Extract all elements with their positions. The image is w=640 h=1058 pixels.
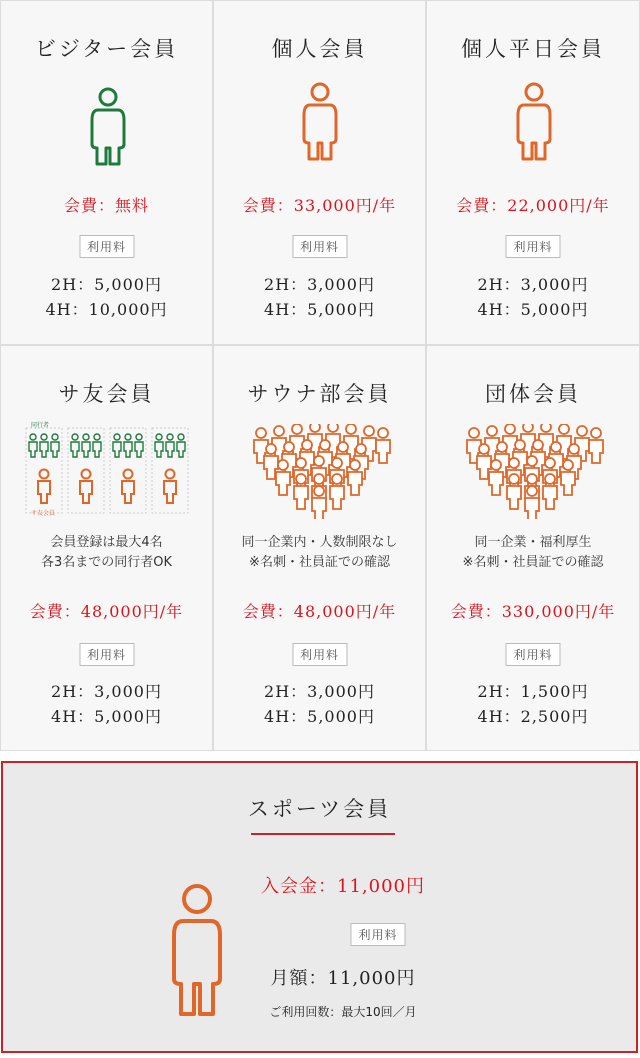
membership-fee: 会費：48,000円/年 [29,602,184,621]
membership-fee: 会費：無料 [63,196,149,215]
person-icon [514,81,554,161]
card-individual-weekday [426,0,640,345]
entry-fee: 入会金：11,000円 [261,876,425,897]
price-4h: 4H：5,000円 [264,300,375,319]
card-sports [1,761,638,1053]
price-2h: 2H：3,000円 [477,275,589,294]
price-2h: 2H：5,000円 [51,275,162,294]
card-description [214,533,425,573]
usage-fee-badge: 利用料 [79,235,134,258]
usage-fee-badge: 利用料 [292,643,347,666]
card-sauna-club [213,345,426,751]
price-2h: 2H：3,000円 [51,682,162,701]
title-underline [251,833,395,835]
person-icon [300,81,340,161]
card-individual [213,0,426,345]
card-description [427,533,639,573]
monthly-fee: 月額：11,000円 [270,968,416,989]
card-title: 個人会員 [271,37,368,61]
card-title: 団体会員 [485,382,581,406]
card-group [426,345,640,751]
card-title: サ友会員 [58,382,155,406]
description-line: 同一企業・福利厚生 [474,535,592,550]
price-4h: 4H：2,500円 [477,707,589,726]
description-line: 各3名までの同行者OK [40,555,173,570]
card-visitor [0,0,213,345]
price-4h: 4H：5,000円 [51,707,162,726]
card-title: 個人平日会員 [461,37,605,61]
card-sayu [0,345,213,751]
group-people-icon [464,424,604,519]
member-label: サ友会員 [31,510,56,517]
price-2h: 2H：3,000円 [264,275,375,294]
usage-fee-badge: 利用料 [350,923,405,946]
description-line: ※名刺・社員証での確認 [462,555,604,570]
price-4h: 4H：5,000円 [477,300,589,319]
price-2h: 2H：1,500円 [477,682,589,701]
price-2h: 2H：3,000円 [264,682,375,701]
card-title: スポーツ会員 [247,797,392,821]
card-description [1,533,212,573]
card-title: サウナ部会員 [247,382,392,406]
description-line: ※名刺・社員証での確認 [249,555,390,570]
usage-fee-badge: 利用料 [79,643,134,666]
group-people-icon [251,424,391,519]
card-title: ビジター会員 [34,37,179,61]
description-line: 同一企業内・人数制限なし [241,535,398,550]
membership-fee: 会費：330,000円/年 [450,602,616,621]
companion-label: 同行者 [31,422,50,429]
person-icon [88,86,128,166]
membership-fee: 会費：33,000円/年 [242,196,397,215]
description-line: 会員登録は最大4名 [50,535,163,550]
usage-fee-badge: 利用料 [505,235,560,258]
membership-fee: 会費：22,000円/年 [456,196,610,215]
membership-fee: 会費：48,000円/年 [242,602,397,621]
usage-fee-badge: 利用料 [292,235,347,258]
price-4h: 4H：10,000円 [45,300,168,319]
usage-limit-note: ご利用回数：最大10回／月 [269,1005,417,1019]
person-icon [169,883,225,1018]
usage-fee-badge: 利用料 [505,643,560,666]
friends-companions-icon [23,418,193,518]
price-4h: 4H：5,000円 [264,707,375,726]
